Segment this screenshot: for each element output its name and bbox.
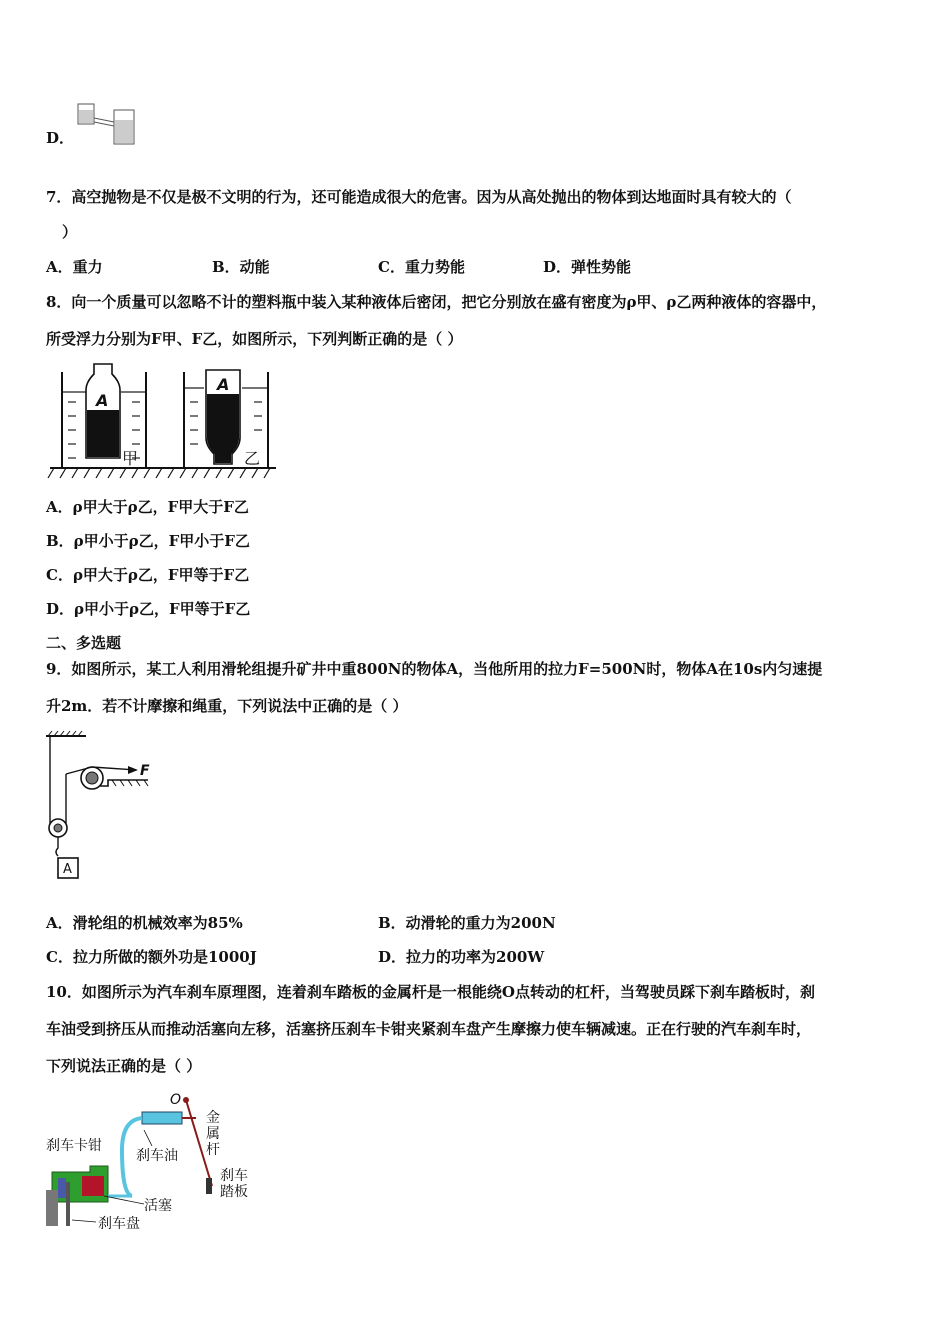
master-cylinder [142, 1112, 182, 1124]
q7-stem-line2: ） [62, 223, 78, 241]
container-yi [184, 370, 268, 468]
disc-label: 刹车盘 [98, 1216, 140, 1232]
pedal-label-1: 刹车 [220, 1168, 248, 1184]
q10-stem-line3: 下列说法正确的是（ ） [46, 1057, 202, 1075]
piston [82, 1176, 104, 1196]
q10-stem-line1: 10．如图所示为汽车刹车原理图，连着刹车踏板的金属杆是一根能绕O点转动的杠杆，当驾驶员踩下刹车踏板时，刹 [46, 983, 815, 1001]
q9-option-a[interactable]: A．滑轮组的机械效率为85% [46, 914, 243, 932]
left-liquid [79, 110, 93, 123]
container-jia [62, 364, 146, 468]
brake-pad [58, 1178, 66, 1198]
bottle-jia-liquid [87, 410, 119, 457]
ground-hatch [48, 468, 270, 478]
q9-stem-line1: 9．如图所示，某工人利用滑轮组提升矿井中重800N的物体A，当他所用的拉力F=500N时，物体A在10s内匀速提 [46, 660, 823, 678]
label-yi: 乙 [244, 449, 261, 468]
rod-label-1: 金 [206, 1110, 220, 1126]
movable-pulley-hub [54, 824, 62, 832]
disc-pointer [72, 1220, 96, 1222]
bottle-yi-label: A [217, 375, 230, 394]
q8-stem-line1: 8．向一个质量可以忽略不计的塑料瓶中装入某种液体后密闭，把它分别放在盛有密度为ρ甲、ρ乙两种液体的容器中， [46, 293, 827, 311]
q9-option-c[interactable]: C．拉力所做的额外功是1000J [46, 948, 257, 966]
oil-label: 刹车油 [136, 1148, 178, 1164]
bottle-jia-label: A [96, 391, 109, 410]
q6-option-d-figure [74, 100, 140, 148]
section2-title: 二、多选题 [46, 634, 122, 652]
right-liquid [115, 120, 133, 143]
q9-pulley-figure [44, 730, 164, 885]
rod-label-2: 属 [206, 1126, 220, 1142]
q7-option-b[interactable]: B．动能 [212, 258, 270, 276]
q8-option-b[interactable]: B．ρ甲小于ρ乙，F甲小于F乙 [46, 532, 250, 550]
q8-option-a[interactable]: A．ρ甲大于ρ乙，F甲大于F乙 [46, 498, 249, 516]
q9-option-b[interactable]: B．动滑轮的重力为200N [378, 914, 556, 932]
oil-pointer [144, 1130, 152, 1146]
q9-option-d[interactable]: D．拉力的功率为200W [378, 948, 545, 966]
brake-pedal [206, 1178, 212, 1194]
q7-option-c[interactable]: C．重力势能 [378, 258, 465, 276]
force-label: F [140, 763, 150, 779]
rod-label-3: 杆 [206, 1142, 220, 1158]
brake-disc [46, 1190, 58, 1226]
caliper-label: 刹车卡钳 [46, 1138, 102, 1154]
q7-stem-line1: 7．高空抛物是不仅是极不文明的行为，还可能造成很大的危害。因为从高处抛出的物体到达地面时具有较大的（ [46, 188, 792, 206]
q9-stem-line2: 升2m．若不计摩擦和绳重，下列说法中正确的是（ ） [46, 697, 408, 715]
pivot-o-label: O [170, 1092, 182, 1108]
connecting-tube [94, 118, 114, 126]
hook [56, 837, 58, 856]
q10-stem-line2: 车油受到挤压从而推动活塞向左移，活塞挤压刹车卡钳夹紧刹车盘产生摩擦力使车辆减速。正在行驶的汽车刹车时， [46, 1020, 812, 1038]
pedal-label-2: 踏板 [220, 1184, 248, 1200]
q8-option-d[interactable]: D．ρ甲小于ρ乙，F甲等于F乙 [46, 600, 251, 618]
bracket-hatch [112, 780, 148, 786]
piston-label: 活塞 [144, 1198, 172, 1214]
q10-brake-figure [44, 1090, 264, 1235]
q8-stem-line2: 所受浮力分别为F甲、F乙，如图所示，下列判断正确的是（ ） [46, 330, 463, 348]
q8-option-c[interactable]: C．ρ甲大于ρ乙，F甲等于F乙 [46, 566, 250, 584]
q6-option-d-label: D． [46, 129, 75, 147]
force-arrow [128, 766, 138, 774]
q7-option-a[interactable]: A．重力 [46, 258, 103, 276]
q8-figure [46, 360, 281, 485]
block-a-label: A [63, 862, 72, 877]
fixed-pulley-hub [86, 772, 98, 784]
q7-option-d[interactable]: D．弹性势能 [543, 258, 632, 276]
label-jia: 甲 [122, 449, 139, 468]
